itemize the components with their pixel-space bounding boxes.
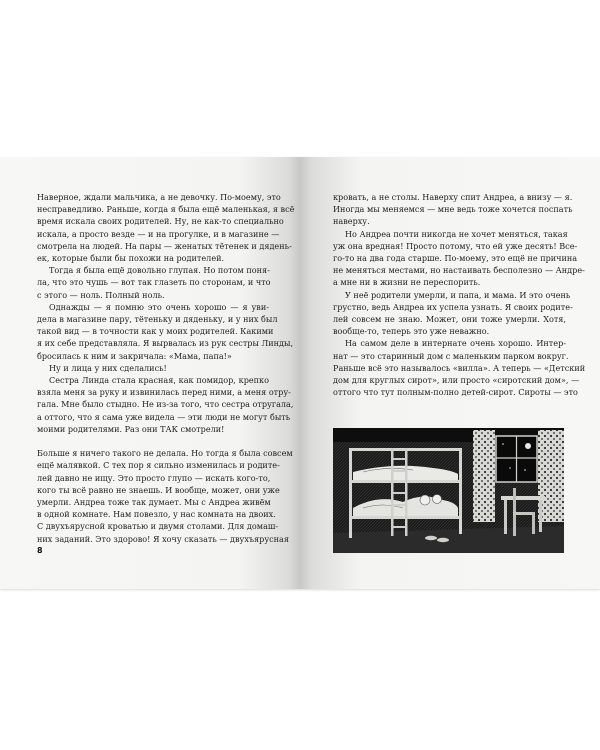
left-page-text-line: ла, что это чушь — вот так глазеть по сторонам, и что	[37, 277, 271, 288]
right-page-text-line: Раньше всё это называлось «вилла». А теперь — «Детский	[333, 362, 586, 373]
right-page-text-line: грустно, ведь Андреа их успела узнать. Я своих родите-	[333, 301, 573, 312]
right-page-text-line: Но Андреа почти никогда не хочет меняться, такая	[345, 228, 568, 239]
right-page-text-line: вообще-то, теперь это уже неважно.	[333, 326, 490, 337]
left-page-text-line: я их себе представляла. Я вырвалась из рук сестры Линды,	[37, 338, 294, 349]
page-number: 8	[37, 546, 43, 555]
left-page-text-line: такой вид — в точности как у моих родителей. Какими	[37, 326, 274, 337]
left-page-text-line: них заданий. Это здорово! Я хочу сказать — двухъярусная	[37, 533, 289, 544]
right-page-text-line: уж она вредная! Просто потому, что ей уже десять! Все-	[333, 240, 578, 251]
right-page-text-line: Иногда мы меняемся — мне ведь тоже хочется поспать	[333, 204, 573, 215]
left-page-text-line: Ну и лица у них сделались!	[49, 362, 167, 373]
right-page-text	[333, 191, 586, 398]
right-page-text-line: нат — это старинный дом с маленьким парком вокруг.	[333, 350, 569, 361]
right-page	[300, 157, 600, 589]
right-page-text-line: У неё родители умерли, и папа, и мама. И это очень	[345, 289, 571, 300]
left-page	[0, 157, 300, 589]
book-spread	[0, 157, 600, 589]
right-page-text-line: наверху.	[333, 216, 370, 227]
left-page-text-line: с этого — ноль. Полный ноль.	[37, 289, 165, 300]
right-page-text-line: лей совсем не знаю. Может, они тоже умерли. Хотя,	[333, 314, 566, 325]
left-page-text-line	[37, 435, 269, 447]
left-page-text-line: искала, а просто везде — и на прогулке, и в магазине —	[37, 228, 280, 239]
right-page-text-line: го-то на два года старше. По-моему, это ещё не причина	[333, 253, 578, 264]
left-page-text-line: ек, которые были бы похожи на родителей.	[37, 253, 225, 264]
bunk-bed-room-illustration	[333, 428, 564, 553]
right-page-text-line: дом для круглых сирот», или просто «сиротский дом», —	[333, 375, 580, 386]
left-page-text-line: несправедливо. Раньше, когда я была ещё маленькая, я всё	[37, 204, 295, 215]
right-page-text-line: кровать, а не столы. Наверху спит Андреа, а внизу — я.	[333, 192, 573, 202]
left-page-text-line: кого ты всё равно не знаешь. И вообще, может, они уже	[37, 484, 280, 495]
right-page-text-line: оттого что тут полным-полно детей-сирот. Сироты — это	[333, 387, 578, 398]
left-page-text-line: Однажды — я помню это очень хорошо — я уви-	[49, 301, 269, 312]
left-page-text-line: Сестра Линда стала красная, как помидор, крепко	[49, 375, 269, 386]
left-page-text	[37, 191, 295, 545]
left-page-text-line: С двухъярусной кроватью и двумя столами. Для домаш-	[37, 521, 279, 532]
left-page-text-line: гала. Мне было стыдно. Не из-за того, что сестра отругала,	[37, 399, 294, 410]
left-page-text-line: время искала своих родителей. Ну, не как-то специально	[37, 216, 284, 227]
left-page-text-line: Больше я ничего такого не делала. Но тогда я была совсем	[37, 448, 293, 459]
right-page-text-line: На самом деле в интернате очень хорошо. Интер-	[345, 338, 566, 349]
left-page-text-line: умерли. Андреа тоже так думает. Мы с Андреа живём	[37, 497, 271, 508]
right-page-text-line: не меняться местами, но настаивать бесполезно — Андре-	[333, 265, 585, 276]
left-page-text-line: Наверное, ждали мальчика, а не девочку. По-моему, это	[37, 192, 281, 202]
left-page-text-line: бросилась к ним и закричала: «Мама, папа!»	[37, 350, 232, 361]
left-page-text-line: лей давно не ищу. Это просто глупо — искать кого-то,	[37, 472, 271, 483]
left-page-text-line: смотрела на людей. На пары — женатых тётенек и дядень-	[37, 240, 292, 251]
left-page-text-line: а оттого, что я сама уже видела — эти люди не могут быть	[37, 411, 291, 422]
left-page-text-line: моими родителями. Раз они ТАК смотрели!	[37, 423, 225, 434]
left-page-text-line: в одной комнате. Нам повезло, у нас комната на двоих.	[37, 509, 276, 520]
left-page-text-line: дела в магазине пару, тётеньку и дяденьку, и у них был	[37, 314, 278, 325]
left-page-text-line: ещё малявкой. С тех пор я сильно изменилась и родите-	[37, 460, 280, 471]
left-page-text-line: взяла меня за руку и извинилась перед ними, а меня отру-	[37, 387, 291, 398]
left-page-text-line: Тогда я была ещё довольно глупая. Но потом поня-	[49, 265, 270, 276]
right-page-text-line: а мне ни в жизни не переспорить.	[333, 277, 481, 288]
